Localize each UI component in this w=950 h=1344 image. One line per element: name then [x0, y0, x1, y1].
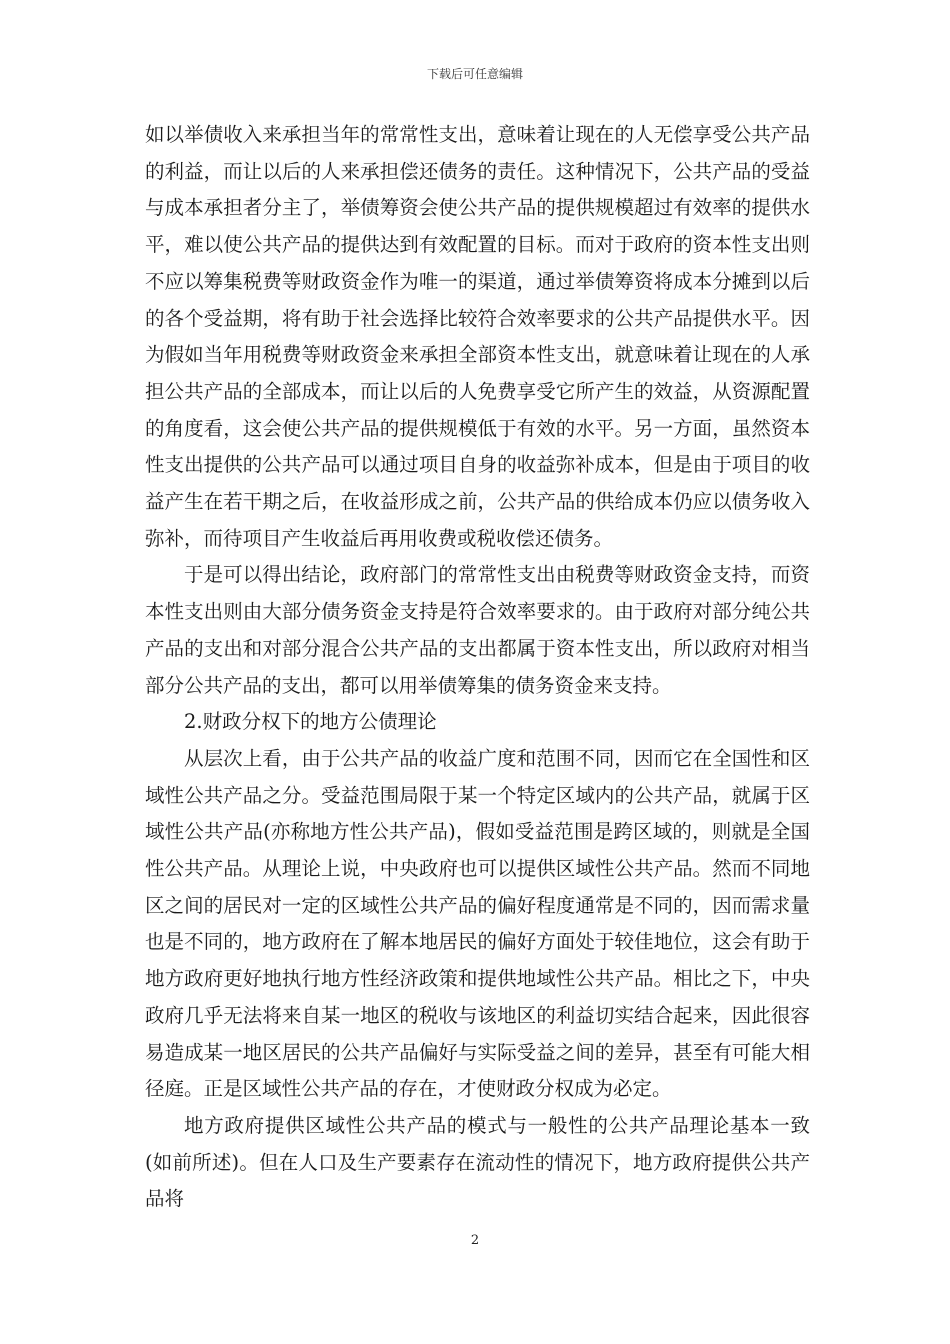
paragraph-local-government-provision: 地方政府提供区域性公共产品的模式与一般性的公共产品理论基本一致(如前所述)。但在人口及生产要素存在流动性的情况下，地方政府提供公共产品将 — [145, 1113, 810, 1211]
page-header: 下载后可任意编辑 — [426, 67, 523, 81]
paragraph-continuation: 如以举债收入来承担当年的常常性支出，意味着让现在的人无偿享受公共产品的利益，而让以后的人来承担偿还债务的责任。这种情况下，公共产品的受益与成本承担者分主了，举债筹资会使公共产品的提供规模超过有效率的提供水平，难以使公共产品的提供达到有效配置的目标。而对于政府的资本性支出则不应以筹集税费等财政资金作为唯一的渠道，通过举债筹资将成本分摊到以后的各个受益期，将有助于社会选择比较符合效率要求的公共产品提供水平。因为假如当年用税费等财政资金来承担全部资本性支出，就意味着让现在的人承担公共产品的全部成本，而让以后的人免费享受它所产生的效益，从资源配置的角度看，这会使公共产品的提供规模低于有效的水平。另一方面，虽然资本性支出提供的公共产品可以通过项目自身的收益弥补成本，但是由于项目的收益产生在若干期之后，在收益形成之前，公共产品的供给成本仍应以债务收入弥补，而待项目产生收益后再用收费或税收偿还债务。 — [145, 123, 810, 550]
section-heading: 2.财政分权下的地方公债理论 — [184, 710, 437, 734]
document-body — [145, 117, 810, 1218]
page-number: 2 — [470, 1233, 480, 1248]
paragraph-regional-public-goods: 从层次上看，由于公共产品的收益广度和范围不同，因而它在全国性和区域性公共产品之分。受益范围局限于某一个特定区域内的公共产品，就属于区域性公共产品(亦称地方性公共产品)，假如受益范围是跨区域的，则就是全国性公共产品。从理论上说，中央政府也可以提供区域性公共产品。然而不同地区之间的居民对一定的区域性公共产品的偏好程度通常是不同的，因而需求量也是不同的，地方政府在了解本地居民的偏好方面处于较佳地位，这会有助于地方政府更好地执行地方性经济政策和提供地域性公共产品。相比之下，中央政府几乎无法将来自某一地区的税收与该地区的利益切实结合起来，因此很容易造成某一地区居民的公共产品偏好与实际受益之间的差异，甚至有可能大相径庭。正是区域性公共产品的存在，才使财政分权成为必定。 — [145, 746, 810, 1101]
paragraph-conclusion: 于是可以得出结论，政府部门的常常性支出由税费等财政资金支持，而资本性支出则由大部分债务资金支持是符合效率要求的。由于政府对部分纯公共产品的支出和对部分混合公共产品的支出都属于资本性支出，所以政府对相当部分公共产品的支出，都可以用举债筹集的债务资金来支持。 — [145, 563, 810, 697]
